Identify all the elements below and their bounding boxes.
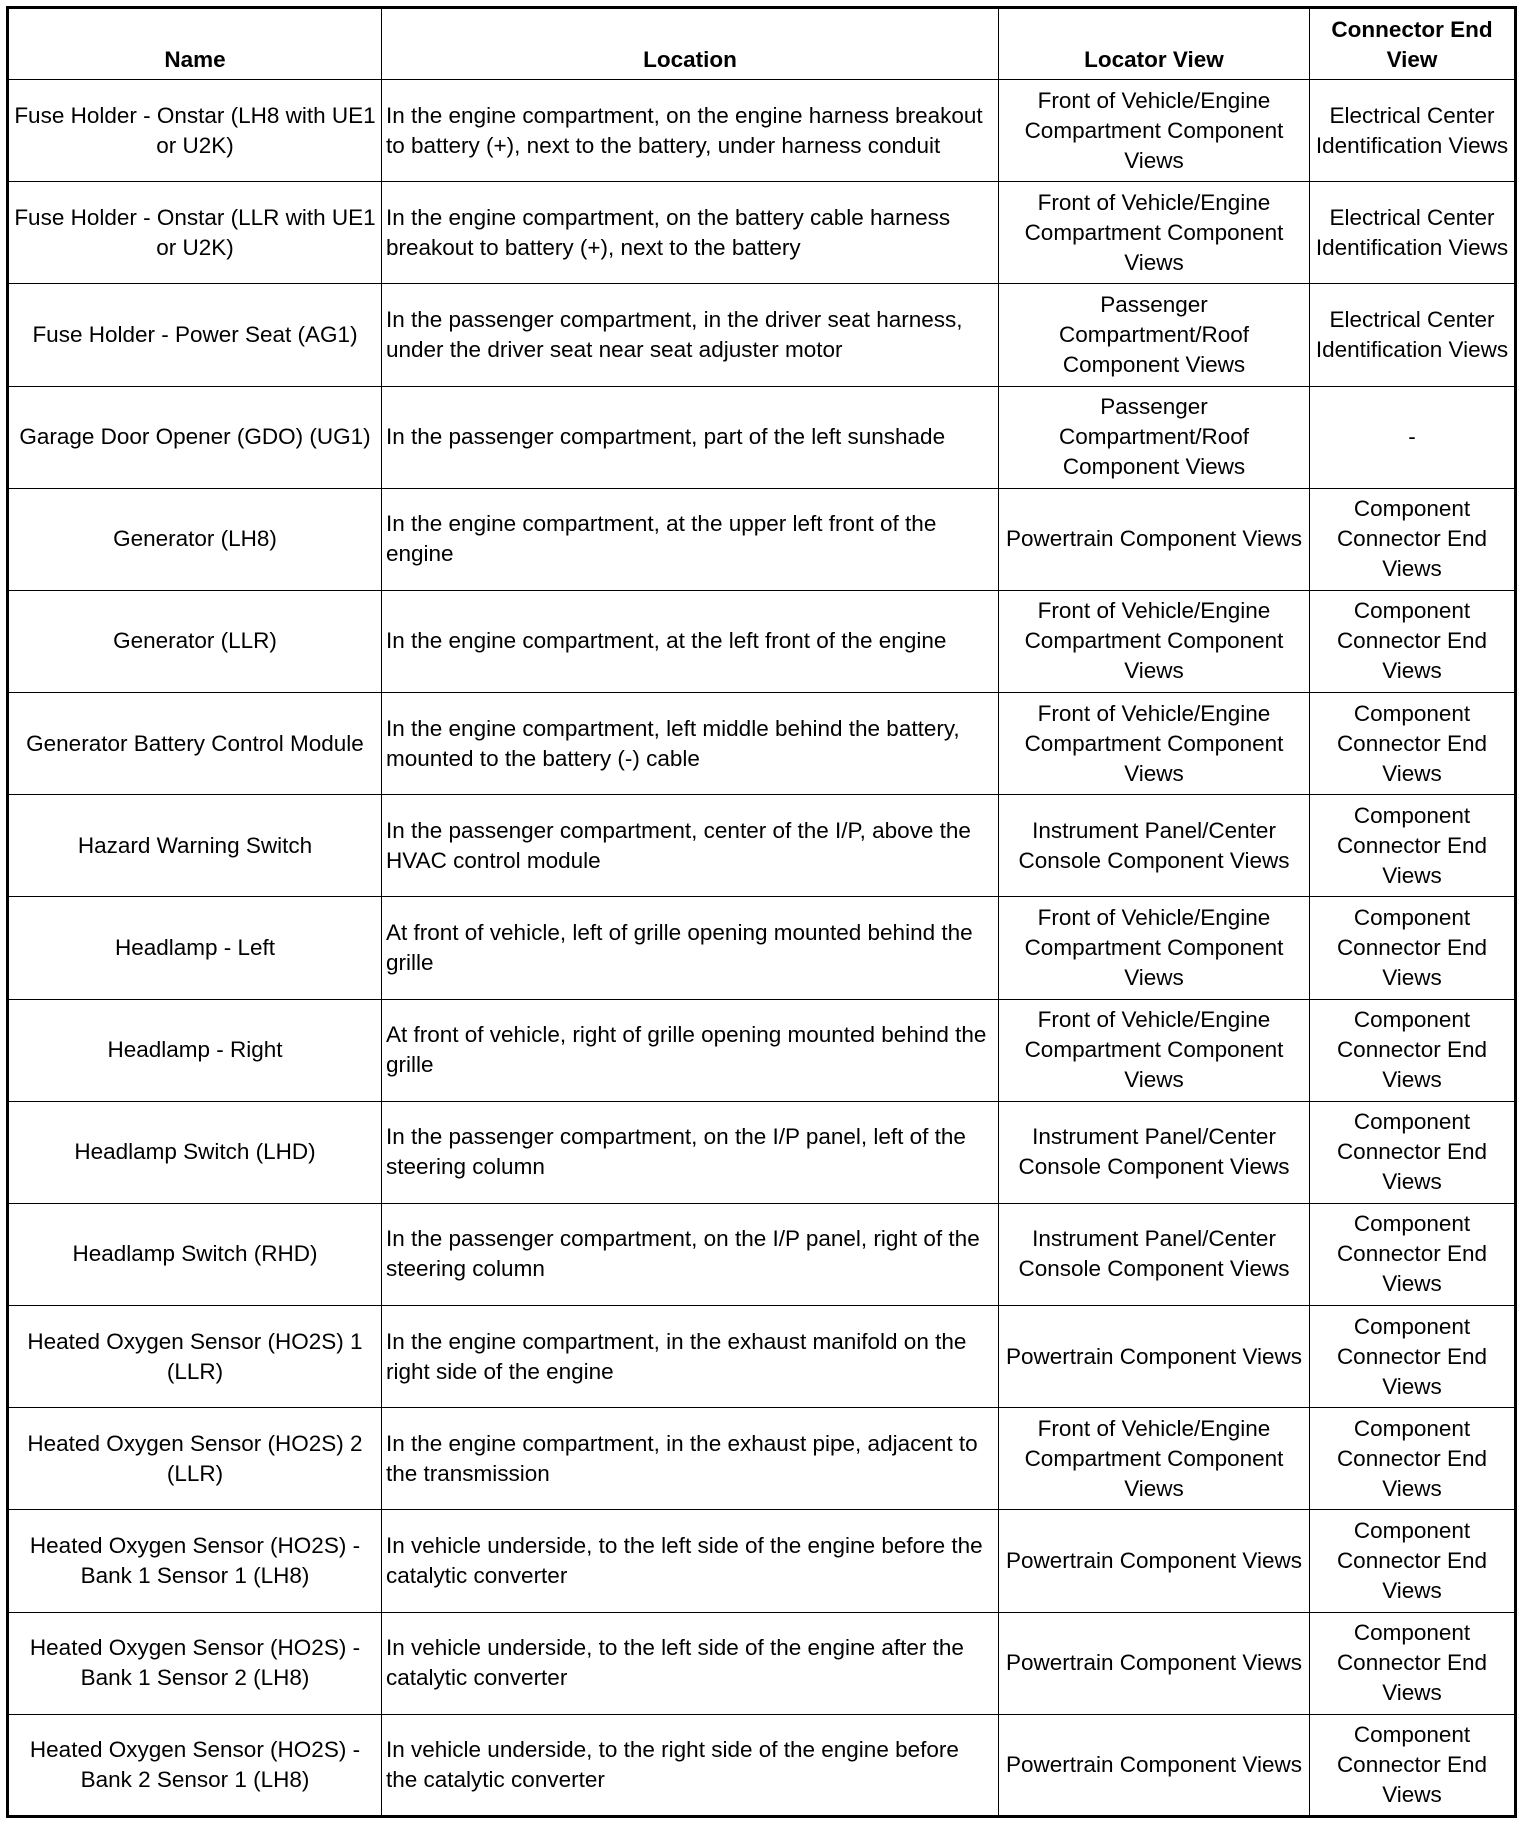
cell-name: Heated Oxygen Sensor (HO2S) - Bank 2 Sensor 1 (LH8): [8, 1714, 382, 1816]
cell-connector-end-view: Electrical Center Identification Views: [1310, 80, 1516, 182]
table-header: [8, 8, 1516, 80]
cell-location: At front of vehicle, left of grille opening mounted behind the grille: [382, 897, 999, 999]
cell-locator-view: Passenger Compartment/Roof Component Views: [999, 386, 1310, 488]
cell-location: In the engine compartment, on the battery cable harness breakout to battery (+), next to the battery: [382, 182, 999, 284]
cell-locator-view: Front of Vehicle/Engine Compartment Component Views: [999, 1408, 1310, 1510]
cell-locator-view: Front of Vehicle/Engine Compartment Component Views: [999, 897, 1310, 999]
table-row: [8, 80, 1516, 182]
cell-locator-view: Front of Vehicle/Engine Compartment Component Views: [999, 590, 1310, 692]
cell-connector-end-view: Component Connector End Views: [1310, 1510, 1516, 1612]
cell-name: Headlamp - Left: [8, 897, 382, 999]
cell-locator-view: Front of Vehicle/Engine Compartment Component Views: [999, 999, 1310, 1101]
cell-locator-view: Powertrain Component Views: [999, 1612, 1310, 1714]
table-row: [8, 1510, 1516, 1612]
cell-connector-end-view: Component Connector End Views: [1310, 999, 1516, 1101]
cell-name: Headlamp Switch (RHD): [8, 1203, 382, 1305]
header-name: Name: [8, 8, 382, 80]
cell-location: In the engine compartment, left middle behind the battery, mounted to the battery (-) cable: [382, 693, 999, 795]
cell-connector-end-view: Component Connector End Views: [1310, 1408, 1516, 1510]
header-locator-view: Locator View: [999, 8, 1310, 80]
cell-location: In vehicle underside, to the right side of the engine before the catalytic converter: [382, 1714, 999, 1816]
cell-name: Heated Oxygen Sensor (HO2S) 1 (LLR): [8, 1306, 382, 1408]
cell-name: Fuse Holder - Power Seat (AG1): [8, 284, 382, 386]
cell-locator-view: Instrument Panel/Center Console Component Views: [999, 795, 1310, 897]
cell-name: Hazard Warning Switch: [8, 795, 382, 897]
cell-connector-end-view: Component Connector End Views: [1310, 795, 1516, 897]
table-row: [8, 590, 1516, 692]
cell-locator-view: Powertrain Component Views: [999, 1510, 1310, 1612]
table-row: [8, 693, 1516, 795]
cell-name: Generator Battery Control Module: [8, 693, 382, 795]
cell-connector-end-view: Component Connector End Views: [1310, 1612, 1516, 1714]
cell-location: In vehicle underside, to the left side of the engine after the catalytic converter: [382, 1612, 999, 1714]
cell-location: At front of vehicle, right of grille opening mounted behind the grille: [382, 999, 999, 1101]
cell-location: In the passenger compartment, on the I/P panel, left of the steering column: [382, 1101, 999, 1203]
cell-locator-view: Instrument Panel/Center Console Component Views: [999, 1203, 1310, 1305]
cell-connector-end-view: Component Connector End Views: [1310, 1306, 1516, 1408]
cell-connector-end-view: Component Connector End Views: [1310, 1101, 1516, 1203]
cell-locator-view: Powertrain Component Views: [999, 1714, 1310, 1816]
cell-name: Fuse Holder - Onstar (LLR with UE1 or U2K): [8, 182, 382, 284]
table-row: [8, 1101, 1516, 1203]
cell-connector-end-view: Component Connector End Views: [1310, 1714, 1516, 1816]
cell-location: In vehicle underside, to the left side of the engine before the catalytic converter: [382, 1510, 999, 1612]
header-location: Location: [382, 8, 999, 80]
cell-name: Fuse Holder - Onstar (LH8 with UE1 or U2K): [8, 80, 382, 182]
cell-locator-view: Powertrain Component Views: [999, 488, 1310, 590]
table-row: [8, 182, 1516, 284]
cell-location: In the passenger compartment, center of the I/P, above the HVAC control module: [382, 795, 999, 897]
cell-location: In the engine compartment, at the upper left front of the engine: [382, 488, 999, 590]
cell-location: In the engine compartment, in the exhaust manifold on the right side of the engine: [382, 1306, 999, 1408]
table-body: [8, 80, 1516, 1817]
cell-connector-end-view: Component Connector End Views: [1310, 488, 1516, 590]
cell-connector-end-view: Electrical Center Identification Views: [1310, 182, 1516, 284]
table-row: [8, 1306, 1516, 1408]
table-row: [8, 795, 1516, 897]
cell-location: In the passenger compartment, in the driver seat harness, under the driver seat near seat adjuster motor: [382, 284, 999, 386]
cell-locator-view: Front of Vehicle/Engine Compartment Component Views: [999, 80, 1310, 182]
cell-name: Heated Oxygen Sensor (HO2S) - Bank 1 Sensor 1 (LH8): [8, 1510, 382, 1612]
cell-location: In the engine compartment, on the engine harness breakout to battery (+), next to the battery, under harness conduit: [382, 80, 999, 182]
cell-name: Generator (LLR): [8, 590, 382, 692]
cell-locator-view: Front of Vehicle/Engine Compartment Component Views: [999, 182, 1310, 284]
table-row: [8, 1612, 1516, 1714]
cell-connector-end-view: Component Connector End Views: [1310, 590, 1516, 692]
table-row: [8, 999, 1516, 1101]
table-row: [8, 386, 1516, 488]
cell-location: In the engine compartment, at the left front of the engine: [382, 590, 999, 692]
cell-name: Headlamp Switch (LHD): [8, 1101, 382, 1203]
cell-name: Generator (LH8): [8, 488, 382, 590]
header-connector-end-view: Connector End View: [1310, 8, 1516, 80]
cell-name: Heated Oxygen Sensor (HO2S) - Bank 1 Sensor 2 (LH8): [8, 1612, 382, 1714]
table-row: [8, 1203, 1516, 1305]
cell-name: Heated Oxygen Sensor (HO2S) 2 (LLR): [8, 1408, 382, 1510]
table-row: [8, 284, 1516, 386]
cell-connector-end-view: Component Connector End Views: [1310, 897, 1516, 999]
cell-locator-view: Front of Vehicle/Engine Compartment Component Views: [999, 693, 1310, 795]
cell-locator-view: Powertrain Component Views: [999, 1306, 1310, 1408]
table-row: [8, 1714, 1516, 1816]
cell-name: Headlamp - Right: [8, 999, 382, 1101]
cell-connector-end-view: -: [1310, 386, 1516, 488]
cell-connector-end-view: Electrical Center Identification Views: [1310, 284, 1516, 386]
cell-connector-end-view: Component Connector End Views: [1310, 693, 1516, 795]
component-locator-table: [6, 6, 1517, 1818]
table-row: [8, 1408, 1516, 1510]
cell-location: In the passenger compartment, part of the left sunshade: [382, 386, 999, 488]
cell-location: In the engine compartment, in the exhaust pipe, adjacent to the transmission: [382, 1408, 999, 1510]
cell-locator-view: Passenger Compartment/Roof Component Views: [999, 284, 1310, 386]
cell-connector-end-view: Component Connector End Views: [1310, 1203, 1516, 1305]
cell-location: In the passenger compartment, on the I/P panel, right of the steering column: [382, 1203, 999, 1305]
table-row: [8, 897, 1516, 999]
cell-locator-view: Instrument Panel/Center Console Component Views: [999, 1101, 1310, 1203]
cell-name: Garage Door Opener (GDO) (UG1): [8, 386, 382, 488]
table-row: [8, 488, 1516, 590]
header-row: [8, 8, 1516, 80]
